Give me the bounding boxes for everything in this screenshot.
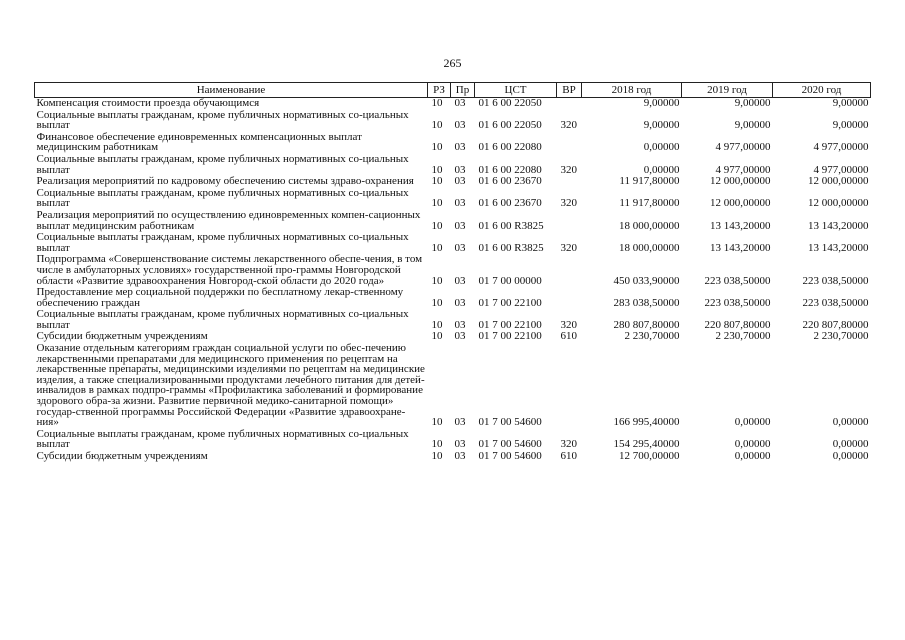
cell-2020: 0,00000 [832,450,869,462]
cell-cst: 01 6 00 22050 [478,119,542,132]
table-row [35,210,871,232]
cell-vr: 320 [560,163,577,176]
cell-name: Подпрограмма «Совершенствование системы лекарственного обеспе-чения, в том числе в амбулаторных условиях» государственной про-граммы Новгородской области «Развитие здравоохранения Новгород-ской области до 2020 года» [36,253,423,287]
cell-rz: 10 [431,219,443,232]
cell-2019: 0,00000 [734,450,771,462]
table-row [35,188,871,210]
header-2020: 2020 год [773,83,871,98]
table-row [35,287,871,309]
table-row [35,451,871,463]
cell-2020: 223 038,50000 [802,296,869,309]
header-2018: 2018 год [582,83,682,98]
cell-pr: 03 [454,296,466,309]
cell-2018: 18 000,00000 [619,219,680,232]
cell-vr [557,176,582,188]
cell-2019: 0,00000 [734,438,771,451]
cell-2019: 13 143,20000 [710,241,771,254]
cell-pr: 03 [454,318,466,331]
cell-2019: 13 143,20000 [710,219,771,232]
cell-2018: 450 033,90000 [613,274,680,287]
cell-2019: 223 038,50000 [704,296,771,309]
cell-2019: 2 230,70000 [715,330,771,343]
cell-2020: 12 000,00000 [808,197,869,210]
cell-2019: 12 000,00000 [710,175,771,188]
table-row [35,132,871,154]
cell-cst: 01 7 00 54600 [478,450,542,462]
cell-pr: 03 [454,141,466,154]
cell-name: Субсидии бюджетным учреждениям [36,330,208,343]
cell-rz: 10 [431,438,443,451]
cell-rz: 10 [431,274,443,287]
cell-vr [557,98,582,110]
cell-pr: 03 [454,416,466,429]
header-rz: РЗ [428,83,451,98]
cell-vr [557,210,582,232]
cell-name: Оказание отдельным категориям граждан социальной услуги по обес-печению лекарственными препаратами для медицинского применения по рецептам на лекарственные препараты, медицинскими изделиями по рецептам на медицинские изделия, а также специализированными продуктами лечебного питания для детей-инвалидов в рамках подпро-граммы «Профилактика заболеваний и формирование здорового обра-за жизни. Развитие первичной медико-санитарной помощи» государ-ственной программы Российской Федерации «Развитие здравоохране-ния» [36,342,425,429]
cell-2020: 4 977,00000 [813,163,869,176]
cell-vr: 320 [560,318,577,331]
cell-pr: 03 [454,175,466,188]
cell-2018: 11 917,80000 [619,197,680,210]
table-row [35,110,871,132]
cell-name: Реализация мероприятий по осуществлению единовременных компен-сационных выплат медицинским работникам [36,208,421,232]
cell-2019: 220 807,80000 [704,318,771,331]
cell-rz: 10 [431,450,443,462]
cell-2018: 18 000,00000 [619,241,680,254]
cell-2019: 0,00000 [734,416,771,429]
cell-pr: 03 [454,219,466,232]
cell-vr: 320 [560,119,577,132]
cell-vr: 320 [560,438,577,451]
cell-pr: 03 [454,274,466,287]
cell-2020: 0,00000 [832,416,869,429]
cell-cst: 01 7 00 54600 [478,416,542,429]
cell-rz: 10 [431,141,443,154]
header-2019: 2019 год [682,83,773,98]
budget-table [34,82,871,463]
cell-cst: 01 6 00 22050 [478,97,542,109]
cell-2019: 9,00000 [734,119,771,132]
cell-cst: 01 6 00 22080 [478,141,542,154]
cell-name: Субсидии бюджетным учреждениям [36,450,208,462]
cell-cst: 01 7 00 22100 [478,318,542,331]
cell-cst: 01 6 00 22080 [478,163,542,176]
cell-name: Социальные выплаты гражданам, кроме публичных нормативных со-циальных выплат [36,427,409,451]
cell-2019: 12 000,00000 [710,197,771,210]
table-row [35,309,871,331]
table-header-row [35,83,871,98]
cell-2019: 4 977,00000 [715,141,771,154]
header-pr: Пр [451,83,475,98]
cell-cst: 01 7 00 22100 [478,296,542,309]
cell-2019: 223 038,50000 [704,274,771,287]
cell-pr: 03 [454,97,466,109]
cell-2020: 4 977,00000 [813,141,869,154]
cell-cst: 01 7 00 22100 [478,330,542,343]
cell-rz: 10 [431,163,443,176]
cell-name: Социальные выплаты гражданам, кроме публичных нормативных со-циальных выплат [36,231,409,254]
cell-cst: 01 6 00 R3825 [478,241,544,254]
cell-2020: 9,00000 [832,97,869,109]
cell-2018: 0,00000 [643,141,680,154]
cell-vr: 320 [560,241,577,254]
cell-2018: 2 230,70000 [624,330,680,343]
cell-cst: 01 7 00 00000 [478,274,542,287]
cell-2018: 283 038,50000 [613,296,680,309]
cell-vr: 610 [560,330,577,343]
cell-rz: 10 [431,241,443,254]
cell-rz: 10 [431,318,443,331]
cell-2019: 4 977,00000 [715,163,771,176]
table-row [35,232,871,254]
cell-2019: 9,00000 [734,97,771,109]
cell-name: Социальные выплаты гражданам, кроме публичных нормативных со-циальных выплат [36,152,409,176]
cell-rz: 10 [431,296,443,309]
cell-2018: 11 917,80000 [619,175,680,188]
cell-rz: 10 [431,97,443,109]
cell-2018: 9,00000 [643,119,680,132]
cell-vr [557,343,582,429]
cell-2018: 154 295,40000 [613,438,680,451]
cell-pr: 03 [454,330,466,343]
cell-pr: 03 [454,241,466,254]
cell-pr: 03 [454,438,466,451]
header-vr: ВР [557,83,582,98]
cell-2018: 9,00000 [643,97,680,109]
table-row [35,98,871,110]
cell-pr: 03 [454,119,466,132]
cell-vr: 610 [560,450,577,462]
cell-rz: 10 [431,119,443,132]
cell-cst: 01 7 00 54600 [478,438,542,451]
table-body [35,98,871,463]
cell-cst: 01 6 00 23670 [478,197,542,210]
cell-vr [557,132,582,154]
cell-2020: 12 000,00000 [808,175,869,188]
page-number: 265 [443,56,462,70]
cell-cst: 01 6 00 23670 [478,175,542,188]
cell-2020: 0,00000 [832,438,869,451]
cell-2020: 13 143,20000 [808,219,869,232]
cell-2018: 12 700,00000 [619,450,680,462]
table-row [35,176,871,188]
cell-2018: 280 807,80000 [613,318,680,331]
cell-name: Реализация мероприятий по кадровому обеспечению системы здраво-охранения [36,175,414,188]
cell-pr: 03 [454,197,466,210]
table-row [35,343,871,429]
cell-2020: 220 807,80000 [802,318,869,331]
cell-name: Предоставление мер социальной поддержки по бесплатному лекар-ственному обеспечению граждан [36,286,404,309]
cell-name: Финансовое обеспечение единовременных компенсационных выплат медицинским работникам [36,130,362,154]
cell-2020: 13 143,20000 [808,241,869,254]
cell-rz: 10 [431,416,443,429]
table-row [35,154,871,176]
cell-pr: 03 [454,163,466,176]
cell-name: Социальные выплаты гражданам, кроме публичных нормативных со-циальных выплат [36,308,409,331]
cell-2018: 166 995,40000 [613,416,680,429]
cell-name: Социальные выплаты гражданам, кроме публичных нормативных со-циальных выплат [36,108,409,132]
cell-2018: 0,00000 [643,163,680,176]
header-cst: ЦСТ [475,83,557,98]
cell-pr: 03 [454,450,466,462]
cell-vr [557,287,582,309]
table-row [35,429,871,451]
cell-name: Компенсация стоимости проезда обучающимся [36,97,260,109]
cell-vr [557,254,582,287]
header-name: Наименование [35,83,428,98]
cell-2020: 9,00000 [832,119,869,132]
cell-rz: 10 [431,330,443,343]
cell-2020: 223 038,50000 [802,274,869,287]
table-row [35,254,871,287]
cell-2020: 2 230,70000 [813,330,869,343]
cell-vr: 320 [560,197,577,210]
cell-name: Социальные выплаты гражданам, кроме публичных нормативных со-циальных выплат [36,186,409,210]
cell-rz: 10 [431,197,443,210]
cell-rz: 10 [431,175,443,188]
cell-cst: 01 6 00 R3825 [478,219,544,232]
